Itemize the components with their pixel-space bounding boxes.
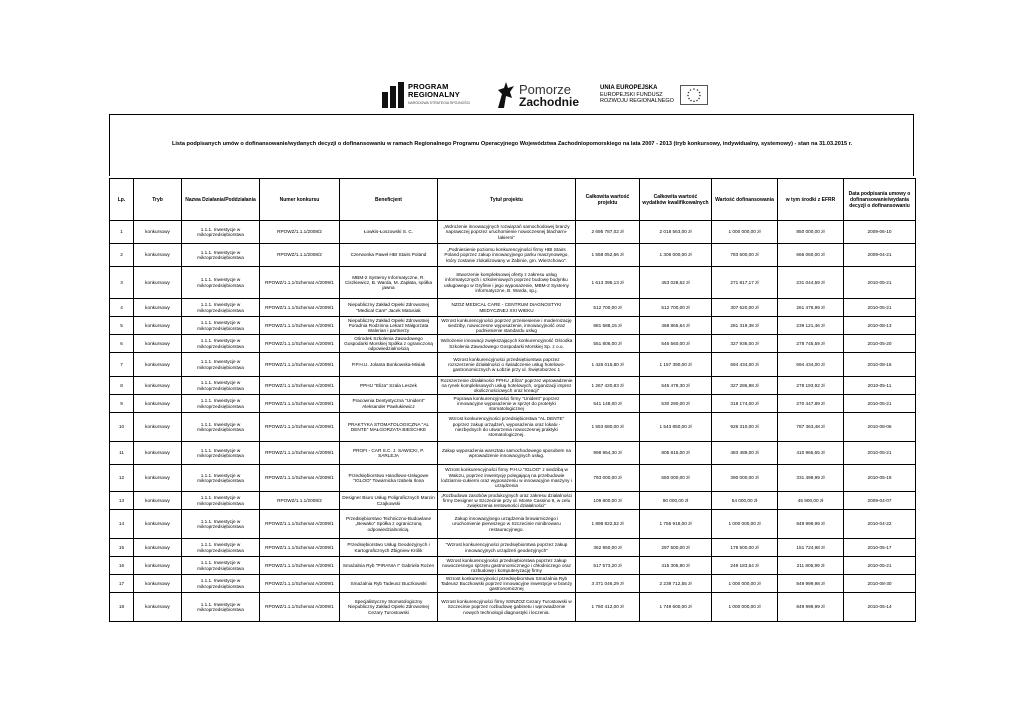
table-cell: RPOWZ/1.1.1/Schemat A/2009/1 bbox=[260, 465, 340, 492]
table-row bbox=[110, 299, 916, 317]
col-header: Całkowita wartość projektu bbox=[576, 179, 640, 221]
table-cell: 1.1.1. Inwestycje w mikroprzedsiębiorstwa bbox=[182, 413, 260, 442]
table-cell: 1 426 015,80 zł bbox=[576, 353, 640, 377]
table-cell: Niepubliczny Zakład Opieki Zdrowotnej "Medical Care" Jacek Matusiak bbox=[340, 299, 438, 317]
table-cell: 2010-05-21 bbox=[844, 299, 916, 317]
table-cell: Niepubliczny Zakład Opieki Zdrowotnej Poradnia Rodzinna Lekarz Małgorzata Walerian i partnerzy bbox=[340, 317, 438, 335]
table-cell: 530 290,00 zł bbox=[640, 395, 712, 413]
table-cell: 54 000,00 zł bbox=[712, 492, 778, 510]
table-row bbox=[110, 335, 916, 353]
table-cell: 3 371 046,29 zł bbox=[576, 575, 640, 593]
table-cell: 1 749 600,00 zł bbox=[640, 593, 712, 622]
table-cell: 1 553 680,00 zł bbox=[576, 413, 640, 442]
table-cell: 1 543 850,00 zł bbox=[640, 413, 712, 442]
table-cell: RPOWZ/1.1.1/Schemat A/2009/1 bbox=[260, 267, 340, 299]
table-cell: MBM-2 Systemy Informatyczne, R. Ciszkiewicz, B. Warda, M. Zapłata, spółka jawna bbox=[340, 267, 438, 299]
table-cell: 783 600,00 zł bbox=[712, 244, 778, 267]
table-row bbox=[110, 413, 916, 442]
table-row bbox=[110, 539, 916, 557]
table-cell: 178 500,00 zł bbox=[712, 539, 778, 557]
table-cell: 10 bbox=[110, 413, 134, 442]
table-cell: Poprawa konkurencyjności firmy "Unident" poprzez innowacyjne wyposażenie w sprzęt do protetyki stomatologicznej bbox=[438, 395, 576, 413]
program-sub: NARODOWA STRATEGIA SPÓJNOŚCI bbox=[408, 101, 471, 105]
table-cell: 271 817,17 zł bbox=[712, 267, 778, 299]
table-cell: konkursowy bbox=[134, 353, 182, 377]
table-cell: 2010-08-16 bbox=[844, 353, 916, 377]
table-row bbox=[110, 575, 916, 593]
table-cell: 2010-05-14 bbox=[844, 593, 916, 622]
table-cell: konkursowy bbox=[134, 267, 182, 299]
contracts-table bbox=[109, 178, 916, 622]
table-cell: 8 bbox=[110, 377, 134, 395]
table-cell: 261 476,99 zł bbox=[778, 299, 844, 317]
table-cell: RPOWZ/1.1.1/Schemat A/2009/1 bbox=[260, 442, 340, 465]
program-line2: REGIONALNY bbox=[408, 90, 461, 99]
table-cell: konkursowy bbox=[134, 395, 182, 413]
table-cell: 5 bbox=[110, 317, 134, 335]
table-cell: 483 489,00 zł bbox=[712, 442, 778, 465]
table-cell: RPOWZ/1.1.1/Schemat A/2009/1 bbox=[260, 317, 340, 335]
table-cell: Czerwonka Paweł HBI Stairs Poland bbox=[340, 244, 438, 267]
table-cell: 1.1.1. Inwestycje w mikroprzedsiębiorstwa bbox=[182, 221, 260, 244]
col-header: w tym środki z EFRR bbox=[778, 179, 844, 221]
table-row bbox=[110, 593, 916, 622]
table-cell: 231 044,59 zł bbox=[778, 267, 844, 299]
table-cell: 90 000,00 zł bbox=[640, 492, 712, 510]
col-header: Tryb bbox=[134, 179, 182, 221]
table-cell: RPOWZ/1.1.1/2008/2 bbox=[260, 244, 340, 267]
table-cell: 17 bbox=[110, 575, 134, 593]
table-cell: 551 806,00 zł bbox=[576, 335, 640, 353]
table-row bbox=[110, 317, 916, 335]
table-cell: konkursowy bbox=[134, 413, 182, 442]
table-cell: 2009-06-10 bbox=[844, 221, 916, 244]
table-cell: 2010-04-22 bbox=[844, 510, 916, 539]
table-cell: konkursowy bbox=[134, 299, 182, 317]
table-cell: Wzrost konkurencyjności firmy SSNZOZ Cezary Turostowski w Szczecinie poprzez rozbudowę gabinetu i wprowadzenie nowych technologii diagnostyki i leczenia. bbox=[438, 593, 576, 622]
table-cell: Wzrost konkurencyjności poprzez przeniesienie i modernizację siedziby, nowoczesne wyposażenie, innowacyjność oraz podniesienie standardu usług bbox=[438, 317, 576, 335]
table-cell: Wzrost konkurencyjności firmy P.H.U."IGLOO" z siedzibą w Wałczu, poprzez inwestycję polegającą na przebudowie lodziarnio-cukierni oraz wyposażeniu w innowacyjne maszyny i urządzenia bbox=[438, 465, 576, 492]
table-cell: 12 bbox=[110, 465, 134, 492]
table-cell: 694 434,00 zł bbox=[778, 353, 844, 377]
table-cell: 1 000 000,00 zł bbox=[712, 593, 778, 622]
table-cell: 666 060,00 zł bbox=[778, 244, 844, 267]
table-cell: 849 999,99 zł bbox=[778, 510, 844, 539]
table-cell: 849 999,99 zł bbox=[778, 593, 844, 622]
table-cell: PROFI - CAR S.C. J. SAWICKI, P. SARLEJA bbox=[340, 442, 438, 465]
table-cell: Wdrożenie innowacji zwiększających konkurencyjność Ośrodka Szkolenia Zawodowego Gospodarki Morskiej Sp. z o.o. bbox=[438, 335, 576, 353]
table-cell: 1 558 052,66 zł bbox=[576, 244, 640, 267]
table-cell: konkursowy bbox=[134, 317, 182, 335]
table-cell: PRAKTYKA STOMATOLOGICZNA "AL DENTE" MAŁGORZATA BIEŚCHKE bbox=[340, 413, 438, 442]
table-cell: Łowkis-Łoszowski S. C. bbox=[340, 221, 438, 244]
program-regionalny-logo bbox=[382, 78, 470, 112]
table-row bbox=[110, 395, 916, 413]
table-cell: „Wdrożenie innowacyjnych rozwiązań samochodowej branży naprawczej poprzez uruchomienie nowoczesnej blacharni-lakierni” bbox=[438, 221, 576, 244]
table-cell: 109 800,00 zł bbox=[576, 492, 640, 510]
table-cell: Wzrost konkurencyjności przedsiębiorstwa Smażalnia Ryb Tadeusz Buczkowski poprzez innowacyjne inwestycje w branży gastronomicznej bbox=[438, 575, 576, 593]
table-cell: 18 bbox=[110, 593, 134, 622]
table-cell: 998 954,30 zł bbox=[576, 442, 640, 465]
table-cell: RPOWZ/1.1.1/Schemat A/2009/1 bbox=[260, 299, 340, 317]
col-header: Data podpisania umowy o dofinansowanie/wydania decyzji o dofinansowaniu bbox=[844, 179, 916, 221]
table-cell: 517 573,20 zł bbox=[576, 557, 640, 575]
table-cell: 1.1.1. Inwestycje w mikroprzedsiębiorstwa bbox=[182, 267, 260, 299]
table-cell: 278 193,92 zł bbox=[778, 377, 844, 395]
program-line1: PROGRAM bbox=[408, 82, 449, 91]
col-header: Beneficjent bbox=[340, 179, 438, 221]
col-header: Całkowita wartość wydatków kwalifikowalnych bbox=[640, 179, 712, 221]
table-cell: 2010-05-20 bbox=[844, 335, 916, 353]
table-cell: 1.1.1. Inwestycje w mikroprzedsiębiorstwa bbox=[182, 244, 260, 267]
table-cell: NZOZ MEDICAL CARE - CENTRUM DIAGNOSTYKI MEDYCZNEJ XXI WIEKU bbox=[438, 299, 576, 317]
table-row bbox=[110, 353, 916, 377]
document-title: Lista podpisanych umów o dofinansowanie/wydanych decyzji o dofinansowaniu w ramach Regionalnego Programu Operacyjnego Województwa Zachodniopomorskiego na lata 2007 - 2013 (tryb konkursowy, indywidualny, systemowy) - stan na 31.03.2015 r. bbox=[171, 141, 853, 147]
table-cell: 793 000,00 zł bbox=[576, 465, 640, 492]
table-cell: 2010-08-13 bbox=[844, 317, 916, 335]
table-cell: 2010-08-06 bbox=[844, 413, 916, 442]
griffin-icon bbox=[494, 80, 516, 110]
table-cell: 1.1.1. Inwestycje w mikroprzedsiębiorstwa bbox=[182, 575, 260, 593]
table-cell: 1 755 918,00 zł bbox=[640, 510, 712, 539]
table-cell: 849 999,98 zł bbox=[778, 575, 844, 593]
table-cell: Rozszerzenie działalności PPHU „Eliza” poprzez wprowadzenie na rynek kompleksowych usług hotelowych, organizacji imprez okolicznościowych oraz kreacji” bbox=[438, 377, 576, 395]
table-cell: 7 bbox=[110, 353, 134, 377]
table-cell: RPOWZ/1.1.1/Schemat A/2009/1 bbox=[260, 353, 340, 377]
table-cell: 2009-04-21 bbox=[844, 244, 916, 267]
table-cell: 297 500,00 zł bbox=[640, 539, 712, 557]
table-cell: 278 745,59 zł bbox=[778, 335, 844, 353]
table-cell: RPOWZ/1.1.1/Schemat A/2009/1 bbox=[260, 395, 340, 413]
table-cell: konkursowy bbox=[134, 557, 182, 575]
table-cell: 1.1.1. Inwestycje w mikroprzedsiębiorstwa bbox=[182, 377, 260, 395]
table-cell: konkursowy bbox=[134, 539, 182, 557]
table-cell: konkursowy bbox=[134, 244, 182, 267]
pomorze-line2: Zachodnie bbox=[519, 94, 580, 109]
table-cell: 410 965,65 zł bbox=[778, 442, 844, 465]
table-cell: RPOWZ/1.1.1/Schemat A/2009/1 bbox=[260, 413, 340, 442]
table-cell: 11 bbox=[110, 442, 134, 465]
table-cell: Specjalistyczny Stomatologiczny Niepubliczny Zakład Opieki Zdrowotnej Cezary Turostowski bbox=[340, 593, 438, 622]
table-cell: 541 148,00 zł bbox=[576, 395, 640, 413]
pomorze-zachodnie-logo bbox=[494, 78, 579, 112]
table-row bbox=[110, 557, 916, 575]
table-cell: 1.1.1. Inwestycje w mikroprzedsiębiorstwa bbox=[182, 492, 260, 510]
table-cell: 1 157 390,00 zł bbox=[640, 353, 712, 377]
table-cell: 151 724,98 zł bbox=[778, 539, 844, 557]
table-row bbox=[110, 465, 916, 492]
table-cell: 45 900,00 zł bbox=[778, 492, 844, 510]
ue-line3: ROZWOJU REGIONALNEGO bbox=[600, 98, 674, 105]
table-cell: 1.1.1. Inwestycje w mikroprzedsiębiorstwa bbox=[182, 593, 260, 622]
col-header: Wartość dofinansowania bbox=[712, 179, 778, 221]
table-cell: RPOWZ/1.1.1/2008/2 bbox=[260, 221, 340, 244]
table-cell: 307 620,00 zł bbox=[712, 299, 778, 317]
table-cell: 2 018 563,00 zł bbox=[640, 221, 712, 244]
table-cell: 2010-05-11 bbox=[844, 377, 916, 395]
table-cell: RPOWZ/1.1.1/Schemat A/2009/1 bbox=[260, 575, 340, 593]
program-regionalny-mark-icon bbox=[382, 82, 404, 108]
table-cell: RPOWZ/1.1.1/Schemat A/2009/1 bbox=[260, 335, 340, 353]
table-cell: 546 560,00 zł bbox=[640, 335, 712, 353]
table-cell: 1 bbox=[110, 221, 134, 244]
table-cell: 2010-05-21 bbox=[844, 557, 916, 575]
table-cell: „Podniesienie poziomu konkurencyjności firmy HBI Stairs Poland poprzez zakup innowacyjnego parku maszynowego, który zostanie zlokalizowany w Żabinie, gm. Wierzchowo”. bbox=[438, 244, 576, 267]
table-cell: 650 000,00 zł bbox=[640, 465, 712, 492]
col-header: Tytuł projektu bbox=[438, 179, 576, 221]
table-cell: Wzrost konkurencyjności przedsiębiorstwa poprzez zakup nowoczesnego sprzętu gastronomicznego i chłodniczego oraz rozbudowę i komputeryzację firmy bbox=[438, 557, 576, 575]
logo-bar bbox=[0, 78, 1024, 114]
table-cell: 1.1.1. Inwestycje w mikroprzedsiębiorstwa bbox=[182, 395, 260, 413]
table-cell: 1.1.1. Inwestycje w mikroprzedsiębiorstwa bbox=[182, 335, 260, 353]
table-cell: 1 613 395,13 zł bbox=[576, 267, 640, 299]
table-cell: 13 bbox=[110, 492, 134, 510]
table-cell: Wzrost konkurencyjności przedsiębiorstwa poprzez rozszerzenie działalności o świadczenie usług hotelowo-gastronomicznych w Łobzie przy ul. Świętoborzec 1 bbox=[438, 353, 576, 377]
table-cell: konkursowy bbox=[134, 492, 182, 510]
table-cell: Smażalnia Ryb Tadeusz Buczkowski bbox=[340, 575, 438, 593]
table-cell: konkursowy bbox=[134, 575, 182, 593]
table-cell: 318 174,00 zł bbox=[712, 395, 778, 413]
pomorze-line1: Pomorze bbox=[519, 81, 572, 97]
table-cell: Stworzenie kompleksowej oferty z zakresu usług informatycznych i szkoleniowych poprzez budowę budynku usługowego w Gryfinie i jego wyposażenie, MBM-2 Systemy informatyczne, B. Warda, sp.j. bbox=[438, 267, 576, 299]
table-cell: konkursowy bbox=[134, 335, 182, 353]
table-cell: RPOWZ/1.1.1/2008/2 bbox=[260, 492, 340, 510]
col-header: Numer konkursu bbox=[260, 179, 340, 221]
table-cell: 1 898 822,52 zł bbox=[576, 510, 640, 539]
table-cell: konkursowy bbox=[134, 593, 182, 622]
table-cell: Zakup wyposażenia warsztatu samochodowego sposobem na wprowadzenie innowacyjnych usług. bbox=[438, 442, 576, 465]
table-cell: 2010-05-21 bbox=[844, 395, 916, 413]
table-cell: 415 305,90 zł bbox=[640, 557, 712, 575]
table-cell: P.P.H.U. Jolanta Bonkowska-Misiak bbox=[340, 353, 438, 377]
table-cell: 3 bbox=[110, 267, 134, 299]
table-cell: konkursowy bbox=[134, 510, 182, 539]
table-cell: konkursowy bbox=[134, 221, 182, 244]
table-cell: konkursowy bbox=[134, 465, 182, 492]
table-cell: 881 588,15 zł bbox=[576, 317, 640, 335]
table-cell: 2010-05-21 bbox=[844, 267, 916, 299]
table-cell: 249 183,54 zł bbox=[712, 557, 778, 575]
table-cell: 1.1.1. Inwestycje w mikroprzedsiębiorstwa bbox=[182, 299, 260, 317]
table-header-row bbox=[110, 179, 916, 221]
table-cell: 1.1.1. Inwestycje w mikroprzedsiębiorstwa bbox=[182, 317, 260, 335]
table-cell: 14 bbox=[110, 510, 134, 539]
table-cell: 512 700,00 zł bbox=[640, 299, 712, 317]
table-cell: 15 bbox=[110, 539, 134, 557]
table-cell: 850 000,00 zł bbox=[778, 221, 844, 244]
table-cell: 1.1.1. Inwestycje w mikroprzedsiębiorstwa bbox=[182, 539, 260, 557]
table-cell: 390 000,00 zł bbox=[712, 465, 778, 492]
table-cell: Ośrodek Szkolenia Zawodowego Gospodarki Morskiej Spółka z ograniczoną odpowiedzialnością bbox=[340, 335, 438, 353]
col-header: Nazwa Działania/Poddziałania bbox=[182, 179, 260, 221]
table-cell: 787 363,48 zł bbox=[778, 413, 844, 442]
table-cell: Przedsiębiorstwo Handlowo-Usługowe "IGLOO" Towarnicka Izabela Ilona bbox=[340, 465, 438, 492]
table-cell: RPOWZ/1.1.1/Schemat A/2009/1 bbox=[260, 539, 340, 557]
table-cell: 1.1.1. Inwestycje w mikroprzedsiębiorstwa bbox=[182, 465, 260, 492]
table-cell: 1.1.1. Inwestycje w mikroprzedsiębiorstwa bbox=[182, 442, 260, 465]
table-cell: 239 121,46 zł bbox=[778, 317, 844, 335]
table-row bbox=[110, 267, 916, 299]
unia-europejska-logo bbox=[600, 78, 708, 112]
table-cell: Wzrost konkurencyjności przedsiębiorstwa "AL DENTE" poprzez zakup urządzeń, wyposażenia oraz lokalu - niezbędnych do utworzenia nowoczesnej praktyki stomatologicznej. bbox=[438, 413, 576, 442]
eu-flag-icon bbox=[680, 85, 708, 105]
ue-line1: UNIA EUROPEJSKA bbox=[600, 85, 658, 92]
col-header: Lp. bbox=[110, 179, 134, 221]
table-cell: 1 000 000,00 zł bbox=[712, 575, 778, 593]
table-cell: Zakup innowacyjnego urządzenia browarniczego i uruchomienie pierwszego w Szczecinie minibrowaru restauracyjnego. bbox=[438, 510, 576, 539]
table-cell: 694 434,00 zł bbox=[712, 353, 778, 377]
table-cell: 9 bbox=[110, 395, 134, 413]
table-cell: 805 815,00 zł bbox=[640, 442, 712, 465]
table-cell: 468 865,64 zł bbox=[640, 317, 712, 335]
table-cell: Przedsiębiorstwo Techniczno-Budowlane „Bewako” Spółka z ograniczoną odpowiedzialnością. bbox=[340, 510, 438, 539]
table-cell: 2010-08-30 bbox=[844, 575, 916, 593]
table-cell: 211 805,99 zł bbox=[778, 557, 844, 575]
table-cell: „Rozbudowa zasobów produkcyjnych oraz zakresu działalności firmy Designer w Szczecinie przy ul. Monte Cassino 9, w celu zwiększenia rentowności działalności” bbox=[438, 492, 576, 510]
table-cell: 327 286,98 zł bbox=[712, 377, 778, 395]
table-row bbox=[110, 442, 916, 465]
table-cell: 16 bbox=[110, 557, 134, 575]
table-cell: RPOWZ/1.1.1/Schemat A/2009/1 bbox=[260, 510, 340, 539]
table-cell: Smażalnia Ryb "PIRANIA I" Gabriela Rożen bbox=[340, 557, 438, 575]
table-cell: 2009-04-07 bbox=[844, 492, 916, 510]
table-cell: RPOWZ/1.1.1/Schemat A/2009/1 bbox=[260, 377, 340, 395]
table-cell: 453 028,62 zł bbox=[640, 267, 712, 299]
table-cell: 2010-05-17 bbox=[844, 539, 916, 557]
table-cell: "Wzrost konkurencyjności przedsiębiorstwa poprzez zakup innowacyjnych urządzeń geodezyjnych" bbox=[438, 539, 576, 557]
table-cell: 1.1.1. Inwestycje w mikroprzedsiębiorstwa bbox=[182, 353, 260, 377]
table-cell: 281 319,38 zł bbox=[712, 317, 778, 335]
table-cell: 2010-05-21 bbox=[844, 442, 916, 465]
table-cell: 4 bbox=[110, 299, 134, 317]
table-cell: 1 306 000,00 zł bbox=[640, 244, 712, 267]
table-cell: 926 310,00 zł bbox=[712, 413, 778, 442]
table-cell: 2 bbox=[110, 244, 134, 267]
ue-line2: EUROPEJSKI FUNDUSZ bbox=[600, 91, 663, 98]
table-cell: 362 950,00 zł bbox=[576, 539, 640, 557]
table-row bbox=[110, 377, 916, 395]
table-cell: 6 bbox=[110, 335, 134, 353]
table-cell: Designer Biuro Usług Poligraficznych Marcin Czajkowski bbox=[340, 492, 438, 510]
table-cell: PPHU "Eliza" Szala Leszek bbox=[340, 377, 438, 395]
table-cell: 1 267 420,83 zł bbox=[576, 377, 640, 395]
table-cell: Pracownia Dentystyczna "Unident" Aleksander Pawlukiewicz bbox=[340, 395, 438, 413]
table-cell: RPOWZ/1.1.1/Schemat A/2009/1 bbox=[260, 593, 340, 622]
table-cell: 2 695 787,02 zł bbox=[576, 221, 640, 244]
table-cell: 2010-05-19 bbox=[844, 465, 916, 492]
table-row bbox=[110, 244, 916, 267]
table-cell: 270 447,89 zł bbox=[778, 395, 844, 413]
table-row bbox=[110, 492, 916, 510]
table-cell: 1 000 000,00 zł bbox=[712, 510, 778, 539]
table-cell: Przedsiębiorstwo Usług Geodezyjnych i Kartograficznych Zbigniew Królik bbox=[340, 539, 438, 557]
table-cell: 1 760 412,00 zł bbox=[576, 593, 640, 622]
table-cell: 1.1.1. Inwestycje w mikroprzedsiębiorstwa bbox=[182, 510, 260, 539]
table-cell: 1 000 000,00 zł bbox=[712, 221, 778, 244]
table-cell: konkursowy bbox=[134, 442, 182, 465]
table-row bbox=[110, 221, 916, 244]
table-cell: 331 499,99 zł bbox=[778, 465, 844, 492]
table-cell: 545 478,30 zł bbox=[640, 377, 712, 395]
table-cell: 327 936,00 zł bbox=[712, 335, 778, 353]
table-row bbox=[110, 510, 916, 539]
table-cell: 1.1.1. Inwestycje w mikroprzedsiębiorstwa bbox=[182, 557, 260, 575]
table-cell: 2 239 712,55 zł bbox=[640, 575, 712, 593]
table-cell: RPOWZ/1.1.1/Schemat A/2009/1 bbox=[260, 557, 340, 575]
table-cell: 512 700,00 zł bbox=[576, 299, 640, 317]
table-cell: konkursowy bbox=[134, 377, 182, 395]
